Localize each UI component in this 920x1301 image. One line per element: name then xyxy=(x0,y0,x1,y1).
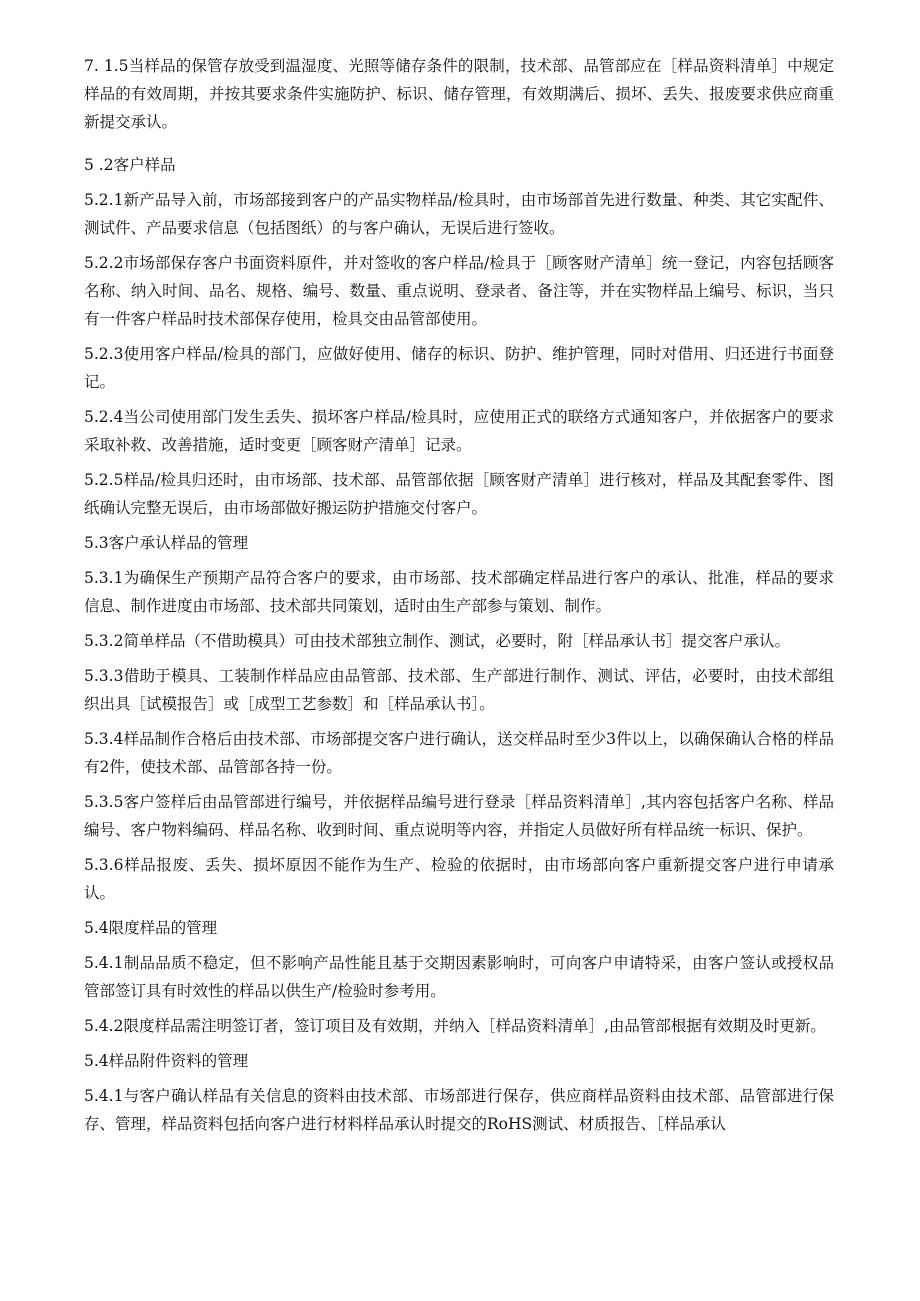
body-paragraph: 5.4.2限度样品需注明签订者，签订项目及有效期，并纳入［样品资料清单］,由品管部根据有效期及时更新。 xyxy=(84,1017,826,1035)
body-paragraph: 5.4.1与客户确认样品有关信息的资料由技术部、市场部进行保存，供应商样品资料由技术部、品管部进行保存、管理，样品资料包括向客户进行材料样品承认时提交的RoHS测试、材质报告、［样品承认 xyxy=(84,1087,834,1133)
body-paragraph: 5.3.3借助于模具、工装制作样品应由品管部、技术部、生产部进行制作、测试、评估，必要时，由技术部组织出具［试模报告］或［成型工艺参数］和［样品承认书］。 xyxy=(84,667,834,713)
body-paragraph: 5.3.6样品报废、丢失、损坏原因不能作为生产、检验的依据时，由市场部向客户重新提交客户进行申请承认。 xyxy=(84,856,834,902)
body-paragraph: 5.2.4当公司使用部门发生丢失、损坏客户样品/检具时，应使用正式的联络方式通知客户，并依据客户的要求采取补救、改善措施，适时变更［顾客财产清单］记录。 xyxy=(84,408,834,454)
body-paragraph: 5.2.5样品/检具归还时，由市场部、技术部、品管部依据［顾客财产清单］进行核对，样品及其配套零件、图纸确认完整无误后，由市场部做好搬运防护措施交付客户。 xyxy=(84,471,834,517)
body-paragraph: 5.2.3使用客户样品/检具的部门，应做好使用、储存的标识、防护、维护管理，同时对借用、归还进行书面登记。 xyxy=(84,345,834,391)
section-heading: 5.3客户承认样品的管理 xyxy=(84,534,249,552)
body-paragraph: 5.4.1制品品质不稳定，但不影响产品性能且基于交期因素影响时，可向客户申请特采，由客户签认或授权品管部签订具有时效性的样品以供生产/检验时参考用。 xyxy=(84,954,834,1000)
section-heading: 5.4限度样品的管理 xyxy=(84,919,218,937)
section-heading: 5.4样品附件资料的管理 xyxy=(84,1052,249,1070)
body-paragraph: 7. 1.5当样品的保管存放受到温湿度、光照等储存条件的限制，技术部、品管部应在［样品资料清单］中规定样品的有效周期，并按其要求条件实施防护、标识、储存管理，有效期满后、损坏、丢失、报废要求供应商重新提交承认。 xyxy=(84,57,834,131)
section-heading: 5 .2客户样品 xyxy=(84,156,176,174)
body-paragraph: 5.2.1新产品导入前，市场部接到客户的产品实物样品/检具时，由市场部首先进行数量、种类、其它实配件、测试件、产品要求信息（包括图纸）的与客户确认，无误后进行签收。 xyxy=(84,191,834,237)
body-paragraph: 5.3.4样品制作合格后由技术部、市场部提交客户进行确认，送交样品时至少3件以上，以确保确认合格的样品有2件，使技术部、品管部各持一份。 xyxy=(84,730,834,776)
body-paragraph: 5.3.2简单样品（不借助模具）可由技术部独立制作、测试，必要时，附［样品承认书］提交客户承认。 xyxy=(84,632,790,650)
body-paragraph: 5.3.1为确保生产预期产品符合客户的要求，由市场部、技术部确定样品进行客户的承认、批准，样品的要求信息、制作进度由市场部、技术部共同策划，适时由生产部参与策划、制作。 xyxy=(84,569,834,615)
paragraph-gap xyxy=(84,143,834,151)
body-paragraph: 5.2.2市场部保存客户书面资料原件，并对签收的客户样品/检具于［顾客财产清单］统一登记，内容包括顾客名称、纳入时间、品名、规格、编号、数量、重点说明、登录者、备注等，并在实物样品上编号、标识，当只有一件客户样品时技术部保存使用，检具交由品管部使用。 xyxy=(84,254,834,328)
body-paragraph: 5.3.5客户签样后由品管部进行编号，并依据样品编号进行登录［样品资料清单］,其内容包括客户名称、样品编号、客户物料编码、样品名称、收到时间、重点说明等内容，并指定人员做好所有样品统一标识、保护。 xyxy=(84,793,834,839)
